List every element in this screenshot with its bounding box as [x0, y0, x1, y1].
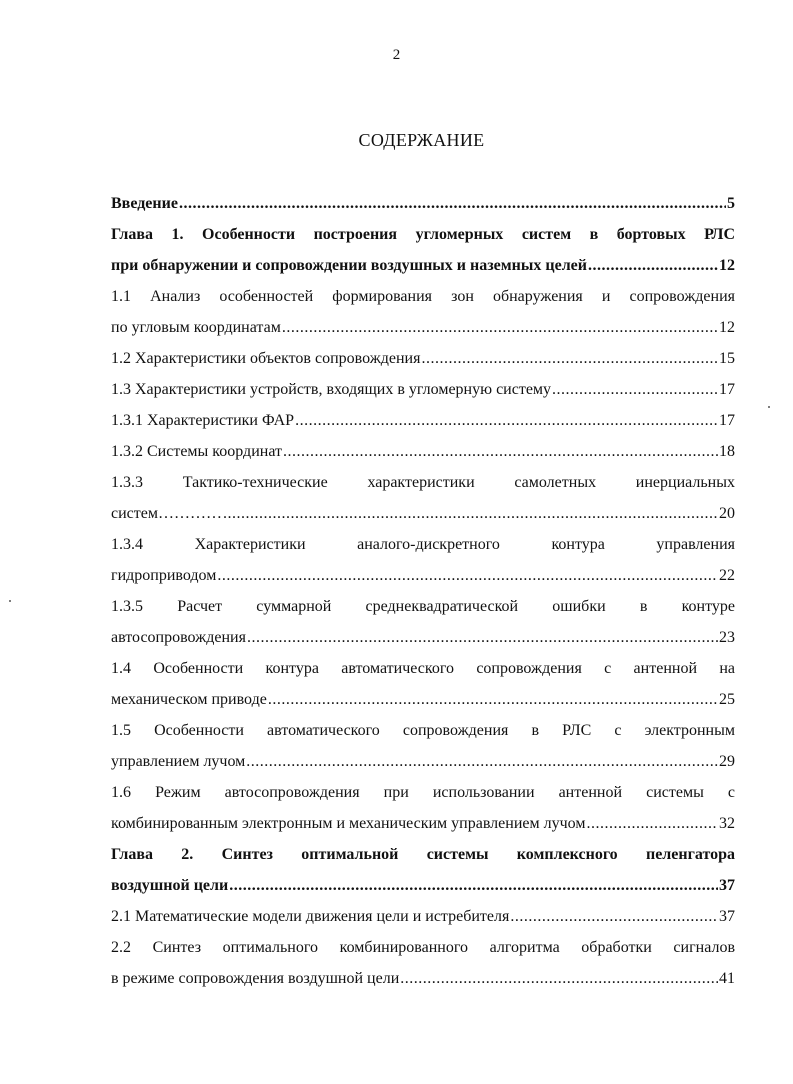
toc-page-number: 37: [719, 877, 735, 894]
toc-entry-1-3-5[interactable]: [111, 591, 735, 653]
toc-entry-text: гидроприводом: [111, 567, 217, 584]
toc-entry-line: [111, 870, 735, 901]
toc-entry-line: 1.3.3 Тактико-технические характеристики самолетных инерциальных: [111, 474, 735, 491]
leader-dots: [510, 901, 718, 932]
toc-entry-1-3-1[interactable]: [111, 405, 735, 436]
toc-entry-1-2[interactable]: [111, 343, 735, 374]
scan-speck: [9, 600, 11, 602]
toc-entry-1-1[interactable]: [111, 281, 735, 343]
toc-page-number: 17: [719, 381, 735, 398]
toc-entry-text: 2.1 Математические модели движения цели и истребителя: [111, 908, 510, 925]
toc-entry-line: 1.1 Анализ особенностей формирования зон обнаружения и сопровождения: [111, 288, 735, 305]
toc-entry-line: [111, 622, 735, 653]
toc-entry-text: воздушной цели: [111, 877, 229, 894]
toc-page-number: 17: [719, 412, 735, 429]
toc-page-number: 29: [719, 753, 735, 770]
toc-entry-text: управлением лучом: [111, 753, 246, 770]
leader-dots: [217, 560, 718, 591]
toc-entry-line: 1.3.5 Расчет суммарной среднеквадратической ошибки в контуре: [111, 598, 735, 615]
toc-entry-line: [111, 560, 735, 591]
toc-entry-line: 1.3.4 Характеристики аналого-дискретного контура управления: [111, 536, 735, 553]
toc-page-number: 20: [719, 505, 735, 522]
toc-entry-text: 1.3 Характеристики устройств, входящих в угломерную систему: [111, 381, 552, 398]
toc-entry-line: 1.5 Особенности автоматического сопровождения в РЛС с электронным: [111, 722, 735, 739]
page-number: 2: [392, 47, 401, 63]
toc-entry-1-5[interactable]: [111, 715, 735, 777]
toc-entry-1-3-3[interactable]: [111, 467, 735, 529]
toc-entry-2-1[interactable]: [111, 901, 735, 932]
toc-entry-1-3[interactable]: [111, 374, 735, 405]
toc-title: СОДЕРЖАНИЕ: [358, 130, 485, 150]
scan-speck: [768, 406, 770, 408]
toc-entry-text: при обнаружении и сопровождении воздушных и наземных целей: [111, 257, 587, 274]
toc-page-number: 41: [719, 970, 735, 987]
toc-page-number: 18: [719, 443, 735, 460]
toc-entry-line: [111, 684, 735, 715]
toc-entry-1-3-4[interactable]: [111, 529, 735, 591]
toc-page-number: 23: [719, 629, 735, 646]
toc-entry-chapter-1[interactable]: [111, 219, 735, 281]
toc-entry-chapter-2[interactable]: [111, 839, 735, 901]
toc-entry-text: по угловым координатам: [111, 319, 281, 336]
toc-entry-line: [111, 312, 735, 343]
leader-dots: [282, 312, 718, 343]
toc-entry-text: автосопровождения: [111, 629, 246, 646]
leader-dots: [247, 622, 718, 653]
leader-dots: [283, 436, 718, 467]
toc-page-number: 32: [719, 815, 735, 832]
toc-entry-1-3-2[interactable]: [111, 436, 735, 467]
leader-dots: [229, 870, 718, 901]
toc-page-number: 25: [719, 691, 735, 708]
table-of-contents: [111, 188, 735, 994]
leader-dots: [223, 498, 718, 529]
toc-entry-line: [111, 498, 735, 529]
toc-entry-line: 1.4 Особенности контура автоматического сопровождения с антенной на: [111, 660, 735, 677]
leader-dots: [295, 405, 718, 436]
toc-entry-2-2[interactable]: [111, 932, 735, 994]
leader-dots: [400, 963, 718, 994]
leader-dots: [179, 188, 726, 219]
toc-entry-text: 1.3.1 Характеристики ФАР: [111, 412, 295, 429]
toc-entry-text: механическом приводе: [111, 691, 267, 708]
toc-page-number: 5: [727, 195, 735, 212]
toc-entry-text: Введение: [111, 195, 178, 212]
toc-entry-text: комбинированным электронным и механическим управлением лучом: [111, 815, 586, 832]
toc-entry-line: 2.2 Синтез оптимального комбинированного алгоритма обработки сигналов: [111, 939, 735, 956]
toc-page-number: 22: [719, 567, 735, 584]
toc-entry-text: 1.2 Характеристики объектов сопровождения: [111, 350, 421, 367]
toc-entry-line: Глава 2. Синтез оптимальной системы комплексного пеленгатора: [111, 846, 735, 863]
toc-entry-intro[interactable]: [111, 188, 735, 219]
toc-page-number: 15: [719, 350, 735, 367]
toc-page-number: 12: [719, 319, 735, 336]
toc-entry-line: [111, 808, 735, 839]
toc-entry-line: [111, 250, 735, 281]
toc-page-number: 37: [719, 908, 735, 925]
toc-entry-line: [111, 746, 735, 777]
toc-entry-line: 1.6 Режим автосопровождения при использовании антенной системы с: [111, 784, 735, 801]
toc-entry-text: систем…………: [111, 505, 222, 522]
leader-dots: [586, 808, 718, 839]
leader-dots: [246, 746, 718, 777]
toc-entry-text: в режиме сопровождения воздушной цели: [111, 970, 400, 987]
toc-page-number: 12: [719, 257, 735, 274]
toc-entry-line: Глава 1. Особенности построения угломерных систем в бортовых РЛС: [111, 226, 735, 243]
leader-dots: [552, 374, 718, 405]
leader-dots: [268, 684, 718, 715]
toc-entry-text: 1.3.2 Системы координат: [111, 443, 282, 460]
leader-dots: [421, 343, 718, 374]
leader-dots: [588, 250, 718, 281]
toc-entry-1-6[interactable]: [111, 777, 735, 839]
toc-entry-line: [111, 963, 735, 994]
toc-entry-1-4[interactable]: [111, 653, 735, 715]
